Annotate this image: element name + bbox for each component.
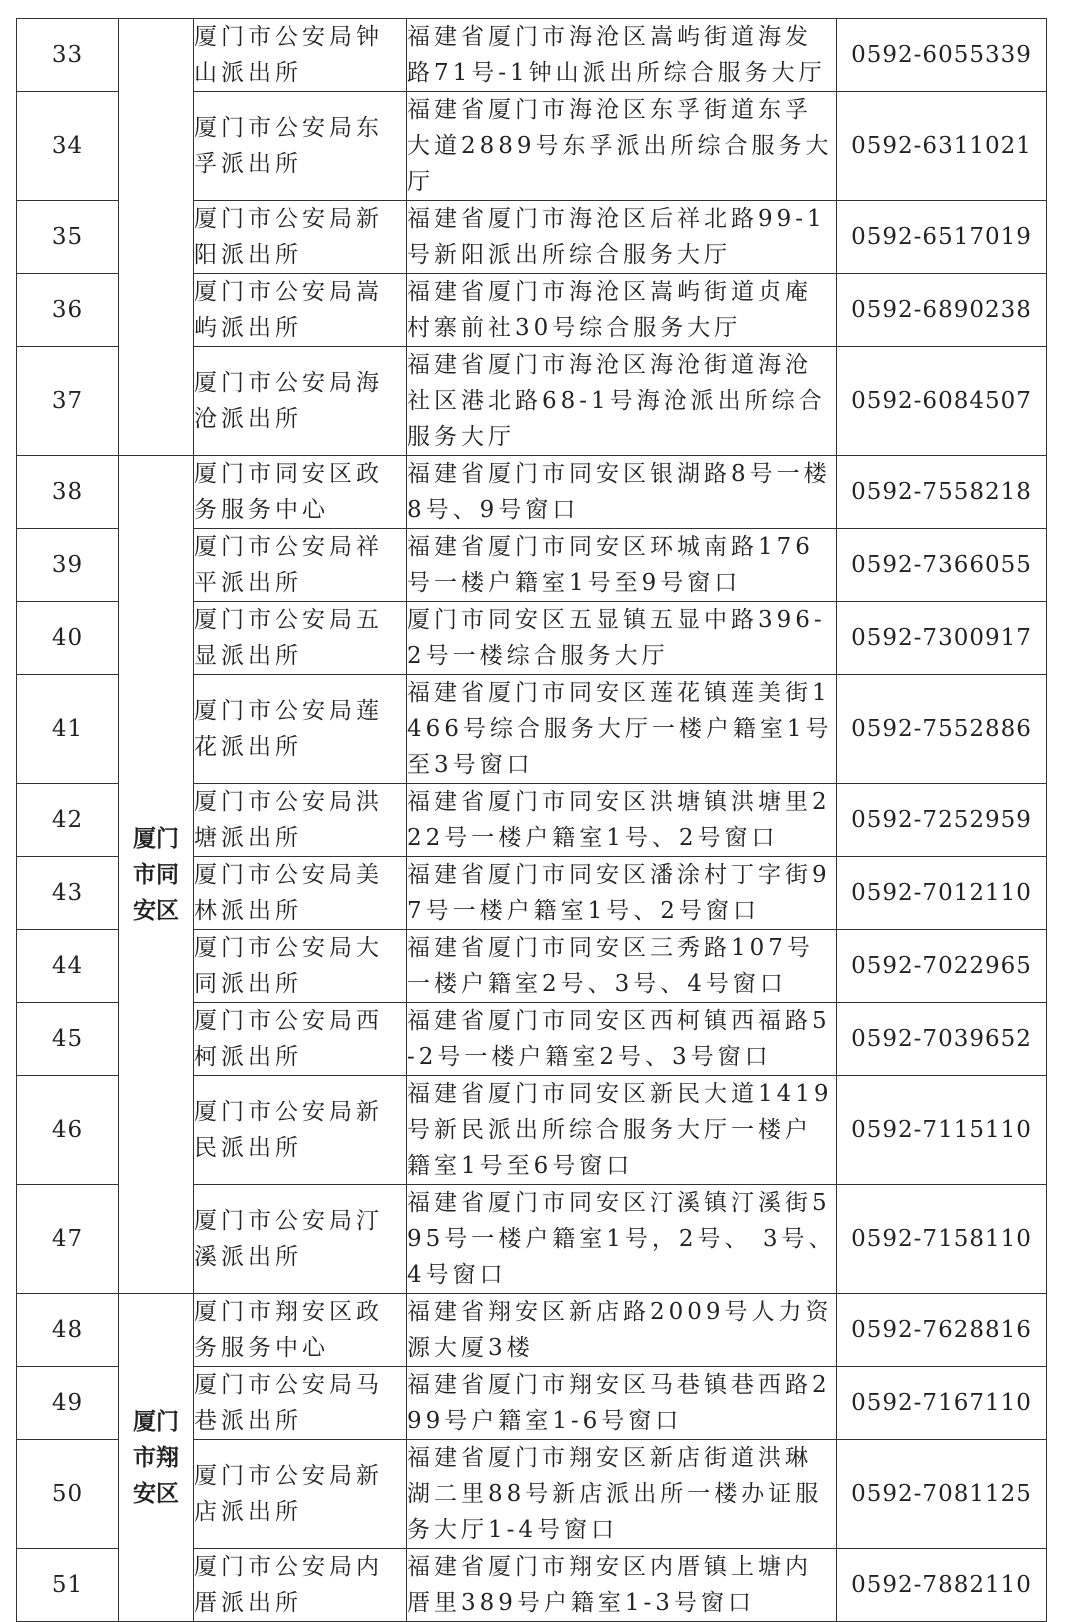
document-page [16,18,1046,1622]
unit-name: 厦门市公安局莲花派出所 [194,675,407,784]
row-number: 39 [17,529,119,602]
phone-number: 0592-7158110 [837,1185,1047,1294]
unit-name: 厦门市公安局钟山派出所 [194,19,407,92]
unit-name: 厦门市公安局嵩屿派出所 [194,274,407,347]
address: 福建省厦门市同安区汀溪镇汀溪街595号一楼户籍室1号，2号、 3号、4号窗口 [407,1185,837,1294]
row-number: 51 [17,1549,119,1622]
row-number: 46 [17,1076,119,1185]
unit-name: 厦门市公安局祥平派出所 [194,529,407,602]
row-number: 33 [17,19,119,92]
phone-number: 0592-7366055 [837,529,1047,602]
unit-name: 厦门市公安局大同派出所 [194,930,407,1003]
unit-name: 厦门市公安局五显派出所 [194,602,407,675]
phone-number: 0592-7039652 [837,1003,1047,1076]
row-number: 48 [17,1294,119,1367]
row-number: 40 [17,602,119,675]
unit-name: 厦门市公安局美林派出所 [194,857,407,930]
address: 福建省厦门市同安区新民大道1419号新民派出所综合服务大厅一楼户籍室1号至6号窗口 [407,1076,837,1185]
address: 福建省厦门市同安区潘涂村丁字街97号一楼户籍室1号、2号窗口 [407,857,837,930]
row-number: 49 [17,1367,119,1440]
address: 福建省厦门市同安区西柯镇西福路5-2号一楼户籍室2号、3号窗口 [407,1003,837,1076]
address: 福建省厦门市海沧区嵩屿街道海发路71号-1钟山派出所综合服务大厅 [407,19,837,92]
unit-name: 厦门市公安局马巷派出所 [194,1367,407,1440]
phone-number: 0592-6517019 [837,201,1047,274]
table-row [17,1294,1047,1367]
unit-name: 厦门市公安局东孚派出所 [194,92,407,201]
address: 福建省厦门市同安区莲花镇莲美街1466号综合服务大厅一楼户籍室1号至3号窗口 [407,675,837,784]
phone-number: 0592-6311021 [837,92,1047,201]
address: 厦门市同安区五显镇五显中路396-2号一楼综合服务大厅 [407,602,837,675]
district-name: 厦门市同安区 [133,825,179,924]
police-station-table [16,18,1047,1622]
phone-number: 0592-6055339 [837,19,1047,92]
unit-name: 厦门市公安局海沧派出所 [194,347,407,456]
row-number: 34 [17,92,119,201]
district-cell [119,456,194,1294]
unit-name: 厦门市公安局新民派出所 [194,1076,407,1185]
phone-number: 0592-7300917 [837,602,1047,675]
table-row [17,19,1047,92]
address: 福建省厦门市翔安区内厝镇上塘内厝里389号户籍室1-3号窗口 [407,1549,837,1622]
unit-name: 厦门市公安局新店派出所 [194,1440,407,1549]
address: 福建省厦门市同安区三秀路107号一楼户籍室2号、3号、4号窗口 [407,930,837,1003]
unit-name: 厦门市公安局汀溪派出所 [194,1185,407,1294]
address: 福建省厦门市海沧区海沧街道海沧社区港北路68-1号海沧派出所综合服务大厅 [407,347,837,456]
phone-number: 0592-7167110 [837,1367,1047,1440]
address: 福建省厦门市海沧区东孚街道东孚大道2889号东孚派出所综合服务大厅 [407,92,837,201]
address: 福建省厦门市同安区银湖路8号一楼8号、9号窗口 [407,456,837,529]
address: 福建省厦门市海沧区嵩屿街道贞庵村寨前社30号综合服务大厅 [407,274,837,347]
unit-name: 厦门市公安局西柯派出所 [194,1003,407,1076]
phone-number: 0592-7115110 [837,1076,1047,1185]
address: 福建省厦门市翔安区新店街道洪琳湖二里88号新店派出所一楼办证服务大厅1-4号窗口 [407,1440,837,1549]
unit-name: 厦门市公安局新阳派出所 [194,201,407,274]
row-number: 35 [17,201,119,274]
address: 福建省厦门市同安区环城南路176号一楼户籍室1号至9号窗口 [407,529,837,602]
district-name: 厦门市翔安区 [133,1408,179,1507]
row-number: 43 [17,857,119,930]
row-number: 45 [17,1003,119,1076]
row-number: 50 [17,1440,119,1549]
phone-number: 0592-7552886 [837,675,1047,784]
phone-number: 0592-7882110 [837,1549,1047,1622]
unit-name: 厦门市公安局洪塘派出所 [194,784,407,857]
table-body [17,19,1047,1622]
phone-number: 0592-7252959 [837,784,1047,857]
address: 福建省厦门市同安区洪塘镇洪塘里222号一楼户籍室1号、2号窗口 [407,784,837,857]
row-number: 47 [17,1185,119,1294]
row-number: 42 [17,784,119,857]
row-number: 37 [17,347,119,456]
row-number: 44 [17,930,119,1003]
phone-number: 0592-7012110 [837,857,1047,930]
unit-name: 厦门市同安区政务服务中心 [194,456,407,529]
phone-number: 0592-6890238 [837,274,1047,347]
phone-number: 0592-7558218 [837,456,1047,529]
unit-name: 厦门市翔安区政务服务中心 [194,1294,407,1367]
address: 福建省厦门市翔安区马巷镇巷西路299号户籍室1-6号窗口 [407,1367,837,1440]
district-cell [119,1294,194,1622]
district-cell [119,19,194,456]
address: 福建省厦门市海沧区后祥北路99-1号新阳派出所综合服务大厅 [407,201,837,274]
phone-number: 0592-7081125 [837,1440,1047,1549]
phone-number: 0592-7628816 [837,1294,1047,1367]
address: 福建省翔安区新店路2009号人力资源大厦3楼 [407,1294,837,1367]
table-row [17,456,1047,529]
phone-number: 0592-6084507 [837,347,1047,456]
row-number: 38 [17,456,119,529]
row-number: 41 [17,675,119,784]
row-number: 36 [17,274,119,347]
phone-number: 0592-7022965 [837,930,1047,1003]
unit-name: 厦门市公安局内厝派出所 [194,1549,407,1622]
